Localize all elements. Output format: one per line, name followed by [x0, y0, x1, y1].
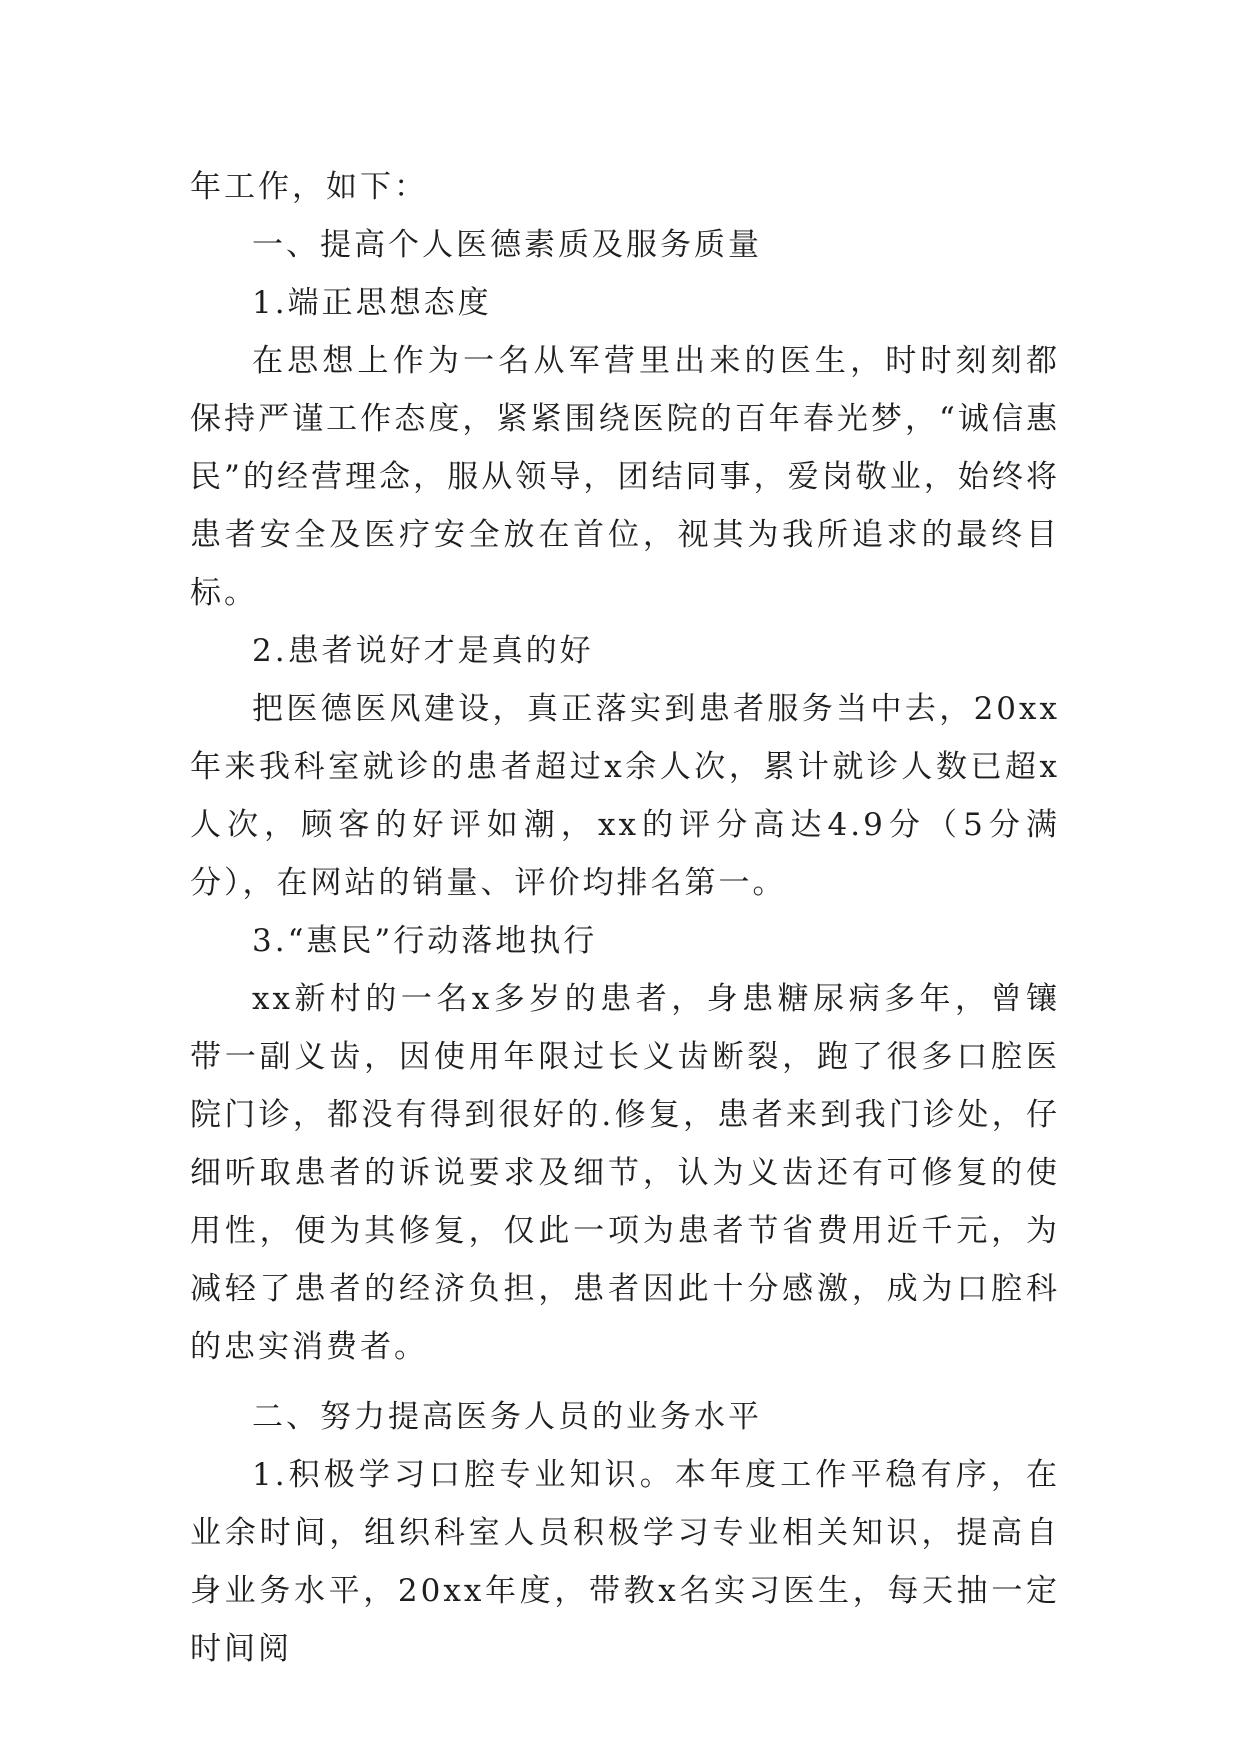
paragraph: 年工作，如下： — [190, 169, 428, 205]
paragraph: xx新村的一名x多岁的患者，身患糖尿病多年，曾镶带一副义齿，因使用年限过长义齿断裂，跑了很多口腔医院门诊，都没有得到很好的.修复，患者来到我门诊处，仔细听取患者的诉说要求及细节，认为义齿还有可修复的使用性，便为其修复，仅此一项为患者节省费用近千元，为减轻了患者的经济负担，患者因此十分感激，成为口腔科的忠实消费者。 — [190, 981, 1060, 1365]
subsection-heading: 1.端正思想态度 — [252, 285, 492, 321]
paragraph: 把医德医风建设，真正落实到患者服务当中去，20xx年来我科室就诊的患者超过x余人次，累计就诊人数已超x人次，顾客的好评如潮，xx的评分高达4.9分（5分满分），在网站的销量、评价均排名第一。 — [190, 691, 1060, 901]
paragraph: 1.积极学习口腔专业知识。本年度工作平稳有序，在业余时间，组织科室人员积极学习专业相关知识，提高自身业务水平，20xx年度，带教x名实习医生，每天抽一定时间阅 — [190, 1457, 1060, 1667]
paragraph: 在思想上作为一名从军营里出来的医生，时时刻刻都保持严谨工作态度，紧紧围绕医院的百年春光梦，“诚信惠民”的经营理念，服从领导，团结同事，爱岗敬业，始终将患者安全及医疗安全放在首位，视其为我所追求的最终目标。 — [190, 343, 1060, 611]
subsection-heading: 3.“惠民”行动落地执行 — [252, 923, 598, 959]
document-body — [190, 158, 1060, 1678]
subsection-heading: 2.患者说好才是真的好 — [252, 633, 594, 669]
section-heading: 一、提高个人医德素质及服务质量 — [252, 227, 762, 263]
section-heading: 二、努力提高医务人员的业务水平 — [252, 1399, 762, 1435]
